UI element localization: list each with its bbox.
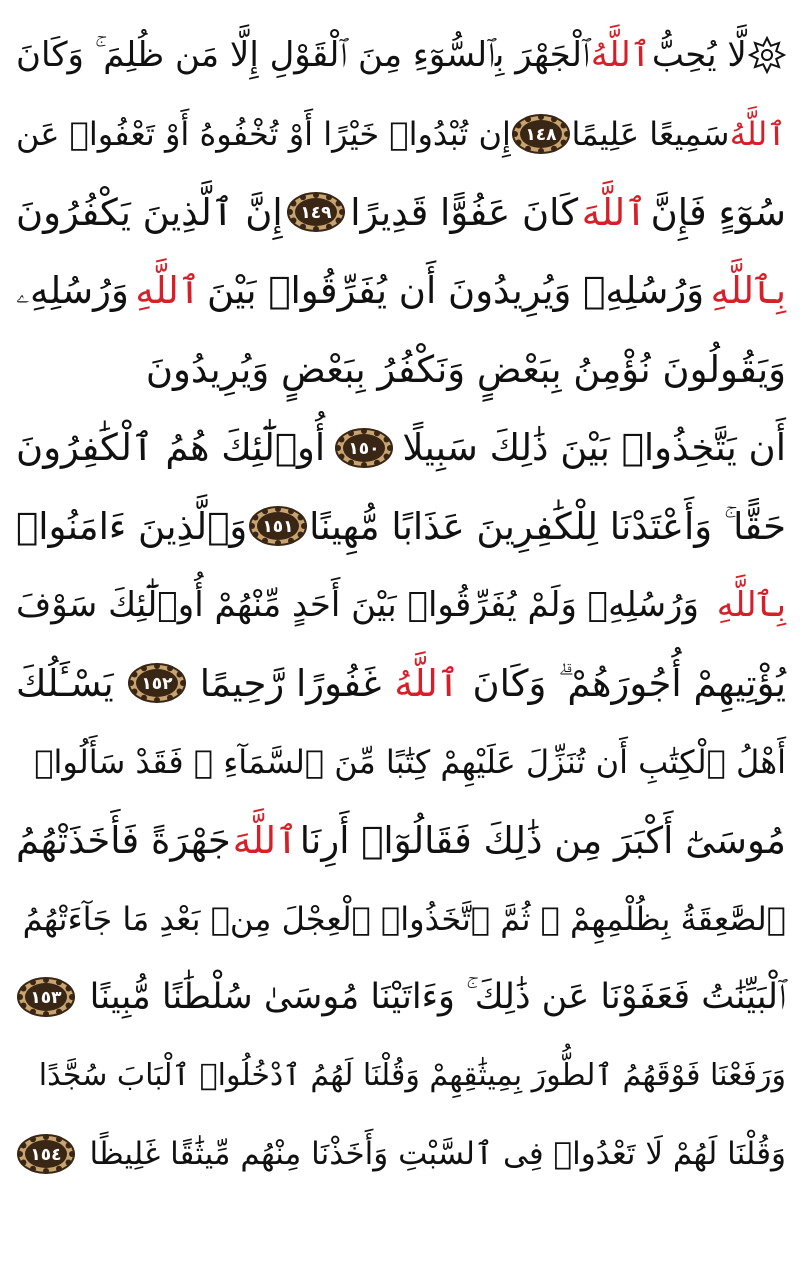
divine-name-word: بِٱللَّهِ (710, 269, 786, 313)
ayah-number: ١٥٢ (141, 674, 173, 695)
verse-text-segment: وَقُلْنَا لَهُمْ لَا تَعْدُوا۟ فِى ٱلسَّبْتِ وَأَخَذْنَا مِنْهُم مِّيثَٰقًا غَلِيظًا (89, 1135, 786, 1172)
ayah-end-marker-icon (334, 427, 394, 469)
mushaf-line (16, 487, 786, 566)
divine-name-word: ٱللَّهُ (729, 114, 786, 153)
mushaf-line (16, 409, 786, 488)
verse-text-segment: وَرُسُلِهِۦ وَلَمْ يُفَرِّقُوا۟ بَيْنَ أَحَدٍ مِّنْهُمْ أُو۟لَٰٓئِكَ سَوْفَ (16, 584, 699, 625)
mushaf-line (16, 801, 786, 880)
verse-text-segment: أَن يَتَّخِذُوا۟ بَيْنَ ذَٰلِكَ سَبِيلًا (402, 426, 786, 470)
ayah-number: ١٥١ (262, 517, 294, 538)
mushaf-line (16, 1037, 786, 1116)
mushaf-line (16, 644, 786, 723)
verse-text-segment: وَرَفَعْنَا فَوْقَهُمُ ٱلطُّورَ بِمِيثَٰقِهِمْ وَقُلْنَا لَهُمُ ٱدْخُلُوا۟ ٱلْبَابَ سُجَّدًا (38, 1057, 786, 1093)
ayah-end-marker-icon (16, 1133, 76, 1175)
verse-text-segment: ٱلْجَهْرَ بِٱلسُّوٓءِ مِنَ ٱلْقَوْلِ إِلَّا مَن ظُلِمَ ۚ وَكَانَ (16, 35, 590, 76)
divine-name-word: ٱللَّهُ (590, 35, 651, 76)
verse-text-segment: يُؤْتِيهِمْ أُجُورَهُمْ ۗ وَكَانَ (472, 661, 786, 705)
mushaf-line (16, 723, 786, 802)
mushaf-line (16, 330, 786, 409)
ayah-end-marker-icon (248, 505, 308, 547)
verse-text-segment: وَرُسُلِهِۦ (16, 269, 129, 313)
divine-name-word: ٱللَّهُ (394, 661, 460, 705)
verse-text-segment: ٱلْبَيِّنَٰتُ فَعَفَوْنَا عَن ذَٰلِكَ ۚ وَءَاتَيْنَا مُوسَىٰ سُلْطَٰنًا مُّبِينًا (89, 976, 786, 1017)
ayah-number: ١٥٠ (348, 438, 380, 459)
ayah-end-marker-icon (127, 662, 187, 704)
ayah-end-marker-icon (286, 191, 346, 233)
ayah-number: ١٥٣ (30, 988, 62, 1009)
mushaf-line (16, 958, 786, 1037)
verse-text-segment: وَرُسُلِهِۦ وَيُرِيدُونَ أَن يُفَرِّقُوا۟ بَيْنَ (206, 269, 705, 313)
verse-text-segment: ٱلصَّٰعِقَةُ بِظُلْمِهِمْ ۚ ثُمَّ ٱتَّخَذُوا۟ ٱلْعِجْلَ مِنۢ بَعْدِ مَا جَآءَتْهُمُ (22, 899, 786, 938)
mushaf-line (16, 95, 786, 174)
verse-text-segment: جَهْرَةً فَأَخَذَتْهُمُ (16, 818, 231, 862)
verse-text-segment: حَقًّا ۚ وَأَعْتَدْنَا لِلْكَٰفِرِينَ عَذَابًا مُّهِينًا (309, 504, 786, 548)
verse-text-segment: غَفُورًا رَّحِيمًا (199, 661, 382, 705)
ayah-end-marker-icon (16, 976, 76, 1018)
verse-text-segment: إِن تُبْدُوا۟ خَيْرًا أَوْ تُخْفُوهُ أَوْ تَعْفُوا۟ عَن (16, 114, 511, 153)
verse-text-segment: إِنَّ ٱلَّذِينَ يَكْفُرُونَ (16, 190, 283, 234)
ayah-end-marker-icon (511, 113, 571, 155)
mushaf-line (16, 566, 786, 645)
divine-name-word: بِٱللَّهِ (716, 584, 786, 625)
verse-text-segment: مُوسَىٰٓ أَكْبَرَ مِن ذَٰلِكَ فَقَالُوٓا۟ أَرِنَا (299, 818, 786, 862)
verse-text-segment: أَهْلُ ٱلْكِتَٰبِ أَن تُنَزِّلَ عَلَيْهِمْ كِتَٰبًا مِّنَ ٱلسَّمَآءِ ۚ فَقَدْ سَأَلُوا۟ (34, 742, 786, 781)
ayah-number: ١٥٤ (30, 1145, 62, 1166)
verse-text-segment: سَمِيعًا عَلِيمًا (571, 114, 730, 153)
divine-name-word: ٱللَّهِ (135, 269, 201, 313)
verse-text-segment: يَسْـَٔلُكَ (16, 661, 114, 705)
ayah-number: ١٤٩ (300, 203, 333, 224)
verse-text-segment: لَّا يُحِبُّ (651, 35, 747, 76)
mushaf-line (16, 252, 786, 331)
mushaf-line (16, 880, 786, 959)
verse-text-segment: كَانَ عَفُوًّا قَدِيرًا (350, 190, 579, 234)
mushaf-line (16, 16, 786, 95)
verse-text-segment: وَيَقُولُونَ نُؤْمِنُ بِبَعْضٍ وَنَكْفُرُ بِبَعْضٍ وَيُرِيدُونَ (145, 347, 786, 391)
verse-text-segment: وَٱلَّذِينَ ءَامَنُوا۟ (16, 504, 248, 548)
verse-text-segment: أُو۟لَٰٓئِكَ هُمُ ٱلْكَٰفِرُونَ (16, 426, 326, 470)
verse-text-segment: سُوٓءٍ فَإِنَّ (650, 190, 786, 234)
mushaf-line (16, 173, 786, 252)
ayah-number: ١٤٨ (525, 124, 557, 145)
divine-name-word: ٱللَّهَ (232, 818, 298, 862)
mushaf-line (16, 1115, 786, 1194)
divine-name-word: ٱللَّهَ (581, 190, 647, 234)
eight-point-star-icon (748, 36, 786, 74)
